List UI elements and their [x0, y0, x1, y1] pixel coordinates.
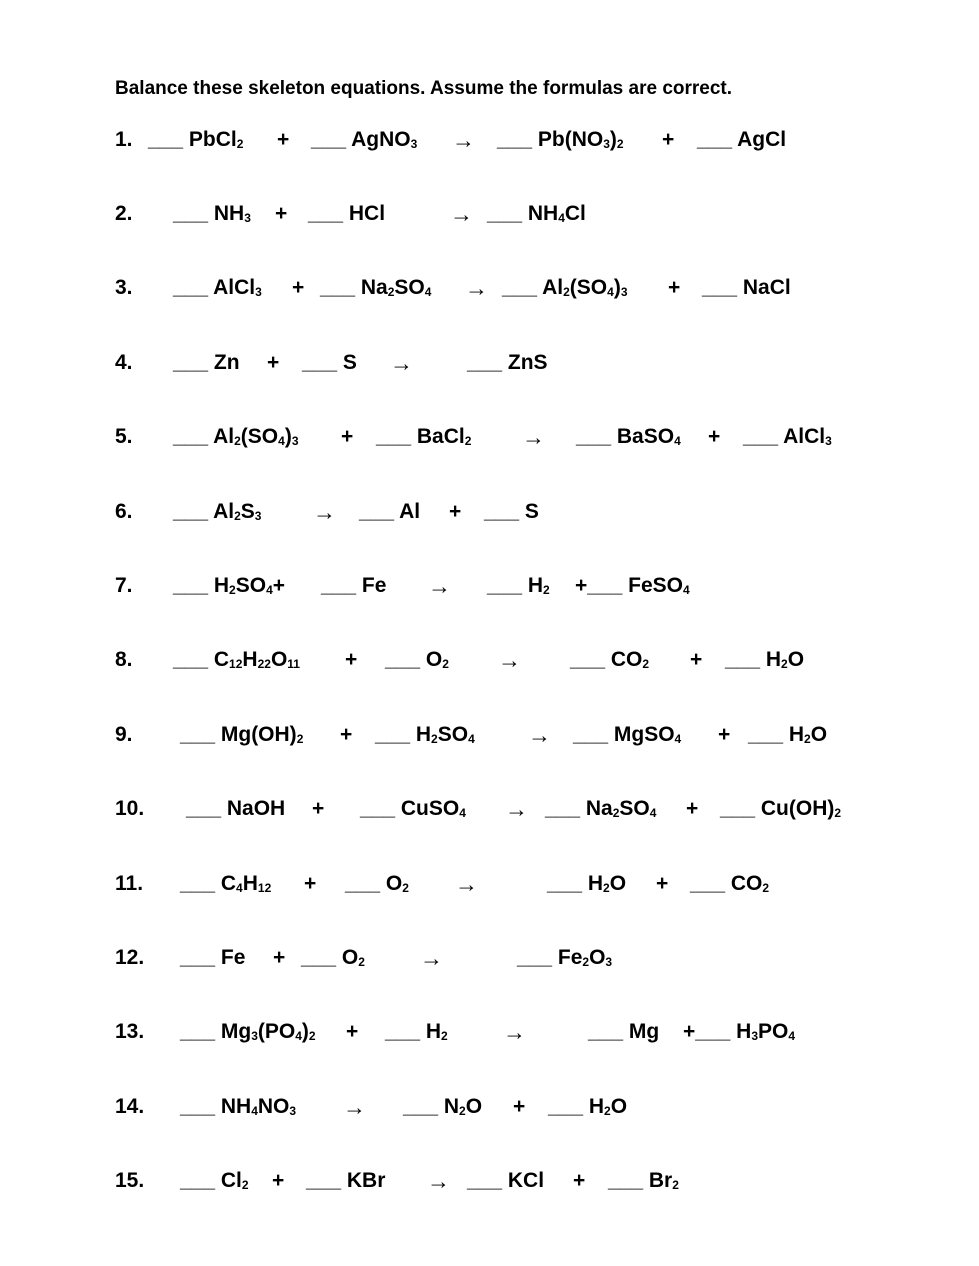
reaction-arrow: →	[343, 1094, 366, 1120]
equation-row-8	[0, 646, 979, 686]
formula-term	[320, 274, 431, 302]
reaction-arrow: →	[455, 871, 478, 897]
formula-term	[385, 646, 449, 674]
formula-text: ___ AlCl	[173, 276, 256, 299]
equation-row-15	[0, 1167, 979, 1207]
formula-text: ___ AgCl	[697, 128, 787, 151]
formula-text: ___ Fe	[180, 946, 246, 969]
subscript: 2	[582, 955, 590, 969]
plus-sign: +	[273, 946, 286, 969]
equation-number: 14.	[115, 1095, 145, 1118]
subscript: 2	[236, 137, 244, 151]
subscript: 2	[612, 806, 620, 820]
formula-text: +	[272, 574, 286, 597]
formula-term	[548, 1093, 627, 1121]
formula-text: ___ Fe	[321, 574, 387, 597]
equation-number: 8.	[115, 648, 133, 671]
equation-row-1	[0, 126, 979, 166]
formula-term	[748, 721, 827, 749]
equation-number: 2.	[115, 202, 133, 225]
formula-term	[321, 572, 386, 600]
formula-text: ___ NH	[180, 1095, 252, 1118]
formula-text: ___ Al	[173, 500, 235, 523]
formula-text: ___ Cu(OH)	[720, 797, 835, 820]
subscript: 4	[251, 1104, 258, 1118]
formula-text: O	[787, 648, 805, 671]
plus-sign: +	[656, 872, 669, 895]
formula-text: O	[270, 648, 288, 671]
subscript: 3	[825, 434, 832, 448]
subscript: 2	[229, 583, 236, 597]
equation-row-3	[0, 274, 979, 314]
formula-term	[608, 1167, 679, 1195]
formula-text: ___ CO	[690, 872, 763, 895]
formula-term	[306, 1167, 385, 1195]
formula-term	[308, 200, 385, 228]
subscript: 2	[387, 285, 395, 299]
formula-term	[173, 274, 262, 302]
equation-row-5	[0, 423, 979, 463]
formula-text: ___ Al	[173, 425, 235, 448]
formula-term	[186, 795, 285, 823]
formula-term	[467, 349, 548, 377]
reaction-arrow: →	[522, 424, 545, 450]
formula-term	[173, 349, 240, 377]
subscript: 3	[251, 1029, 258, 1043]
formula-text: ___ Mg	[180, 1020, 252, 1043]
subscript: 3	[620, 285, 628, 299]
subscript: 4	[674, 732, 682, 746]
subscript: 2	[543, 583, 550, 597]
plus-sign: +	[346, 1020, 359, 1043]
formula-term	[545, 795, 656, 823]
subscript: 12	[257, 881, 272, 895]
subscript: 3	[751, 1029, 758, 1043]
subscript: 2	[464, 434, 472, 448]
subscript: 3	[244, 211, 251, 225]
formula-term	[502, 274, 628, 302]
formula-term	[570, 646, 649, 674]
plus-sign: +	[449, 500, 462, 523]
formula-text: ___ H	[487, 574, 544, 597]
equation-number: 5.	[115, 425, 133, 448]
equation-row-11	[0, 870, 979, 910]
subscript: 22	[257, 657, 271, 671]
reaction-arrow: →	[450, 201, 473, 227]
formula-text: ___ H	[375, 723, 432, 746]
equation-row-7	[0, 572, 979, 612]
formula-text: ___ KCl	[467, 1169, 545, 1192]
formula-term	[487, 572, 550, 600]
formula-text: NO	[257, 1095, 290, 1118]
formula-text: ___ H	[548, 1095, 605, 1118]
equation-row-13	[0, 1018, 979, 1058]
formula-term	[173, 572, 285, 600]
plus-sign: +	[345, 648, 358, 671]
formula-text: ___ KBr	[306, 1169, 386, 1192]
equation-row-14	[0, 1093, 979, 1133]
formula-text: ___ MgSO	[573, 723, 675, 746]
formula-term	[148, 126, 243, 154]
plus-sign: +	[668, 276, 681, 299]
formula-text: ___ Pb(NO	[497, 128, 604, 151]
formula-text: ___ ZnS	[467, 351, 548, 374]
formula-term	[702, 274, 791, 302]
plus-sign: +	[292, 276, 305, 299]
formula-text: ___ Na	[545, 797, 613, 820]
reaction-arrow: →	[428, 573, 451, 599]
subscript: 3	[291, 434, 299, 448]
reaction-arrow: →	[390, 350, 413, 376]
formula-term	[180, 944, 245, 972]
formula-text: SO	[235, 574, 267, 597]
plus-sign: +	[272, 1169, 285, 1192]
formula-term	[743, 423, 832, 451]
subscript: 3	[410, 137, 418, 151]
subscript: 3	[255, 285, 262, 299]
equation-number: 12.	[115, 946, 145, 969]
formula-text: ___ NH	[173, 202, 245, 225]
subscript: 2	[296, 732, 304, 746]
formula-text: )	[284, 425, 292, 448]
formula-text: ___ H	[173, 574, 230, 597]
formula-text: ___ Mg(OH)	[180, 723, 297, 746]
formula-text: ___ Al	[502, 276, 564, 299]
formula-text: ___ Mg	[588, 1020, 660, 1043]
equation-number: 10.	[115, 797, 145, 820]
subscript: 4	[459, 806, 466, 820]
equation-number: 7.	[115, 574, 133, 597]
formula-text: (SO	[240, 425, 279, 448]
equation-number: 3.	[115, 276, 133, 299]
formula-term	[497, 126, 624, 154]
subscript: 3	[605, 955, 613, 969]
subscript: 4	[236, 881, 243, 895]
subscript: 2	[358, 955, 365, 969]
reaction-arrow: →	[452, 127, 475, 153]
plus-sign: +	[708, 425, 721, 448]
subscript: 3	[254, 509, 262, 523]
formula-term	[484, 498, 539, 526]
formula-term	[720, 795, 841, 823]
formula-text: ___ Zn	[173, 351, 240, 374]
reaction-arrow: →	[465, 275, 488, 301]
formula-text: O	[609, 872, 627, 895]
formula-text: ___ CuSO	[360, 797, 460, 820]
formula-text: ___ PbCl	[148, 128, 237, 151]
formula-text: Cl	[564, 202, 586, 225]
formula-text: (PO	[257, 1020, 296, 1043]
formula-term	[588, 1018, 659, 1046]
subscript: 3	[603, 137, 610, 151]
subscript: 2	[308, 1029, 316, 1043]
formula-text: ___ H	[385, 1020, 442, 1043]
equation-row-4	[0, 349, 979, 389]
formula-text: )	[613, 276, 621, 299]
formula-term	[467, 1167, 544, 1195]
formula-text: ___ Cl	[180, 1169, 242, 1192]
subscript: 4	[295, 1029, 302, 1043]
subscript: 2	[642, 657, 650, 671]
formula-term	[180, 1167, 249, 1195]
formula-text: (SO	[569, 276, 608, 299]
subscript: 2	[604, 1104, 611, 1118]
formula-text: ___ S	[302, 351, 357, 374]
formula-term	[180, 870, 271, 898]
subscript: 4	[788, 1029, 796, 1043]
plus-sign: +	[718, 723, 731, 746]
equation-number: 4.	[115, 351, 133, 374]
formula-term	[487, 200, 586, 228]
formula-text: ___ HCl	[308, 202, 386, 225]
formula-term	[173, 423, 299, 451]
formula-text: ___ O	[345, 872, 403, 895]
plus-sign: +	[312, 797, 325, 820]
instructions: Balance these skeleton equations. Assume the formulas are correct.	[115, 78, 733, 99]
formula-text: ___ Na	[320, 276, 388, 299]
plus-sign: +	[513, 1095, 526, 1118]
formula-text: O	[810, 723, 828, 746]
plus-sign: +	[662, 128, 675, 151]
formula-text: ___ AgNO	[311, 128, 411, 151]
formula-term	[376, 423, 471, 451]
subscript: 2	[603, 881, 610, 895]
formula-text: H	[242, 872, 258, 895]
formula-term	[575, 572, 690, 600]
subscript: 2	[762, 881, 770, 895]
plus-sign: +	[690, 648, 703, 671]
subscript: 2	[804, 732, 811, 746]
formula-term	[360, 795, 466, 823]
formula-text: ___ Fe	[517, 946, 583, 969]
formula-term	[385, 1018, 448, 1046]
formula-text: )	[301, 1020, 309, 1043]
formula-term	[345, 870, 409, 898]
subscript: 4	[468, 732, 475, 746]
subscript: 2	[234, 509, 241, 523]
equation-number: 15.	[115, 1169, 145, 1192]
plus-sign: +	[304, 872, 317, 895]
formula-text: ___ H	[725, 648, 782, 671]
formula-term	[725, 646, 804, 674]
plus-sign: +	[275, 202, 288, 225]
formula-term	[173, 646, 300, 674]
formula-text: ___ NaOH	[186, 797, 286, 820]
reaction-arrow: →	[498, 647, 521, 673]
equation-number: 9.	[115, 723, 133, 746]
formula-text: ___ AlCl	[743, 425, 826, 448]
formula-text: O	[610, 1095, 628, 1118]
formula-text: ___ BaCl	[376, 425, 465, 448]
subscript: 4	[682, 583, 690, 597]
subscript: 2	[234, 434, 241, 448]
formula-text: ___ BaSO	[576, 425, 675, 448]
formula-text: SO	[394, 276, 425, 299]
formula-text: ___ NH	[487, 202, 559, 225]
formula-term	[573, 721, 681, 749]
reaction-arrow: →	[505, 796, 528, 822]
subscript: 2	[672, 1178, 679, 1192]
formula-term	[375, 721, 475, 749]
formula-term	[359, 498, 420, 526]
equation-number: 13.	[115, 1020, 145, 1043]
formula-text: ___ O	[301, 946, 359, 969]
subscript: 2	[834, 806, 842, 820]
subscript: 2	[459, 1104, 466, 1118]
formula-text: S	[240, 500, 255, 523]
subscript: 2	[402, 881, 409, 895]
formula-term	[173, 200, 251, 228]
subscript: 2	[431, 732, 438, 746]
formula-text: ___ CO	[570, 648, 643, 671]
reaction-arrow: →	[528, 722, 551, 748]
subscript: 2	[441, 1029, 448, 1043]
formula-term	[180, 1018, 316, 1046]
formula-text: O	[465, 1095, 483, 1118]
equation-row-6	[0, 498, 979, 538]
subscript: 2	[442, 657, 449, 671]
formula-text: ___ O	[385, 648, 443, 671]
formula-text: +___ FeSO	[575, 574, 683, 597]
subscript: 4	[674, 434, 681, 448]
subscript: 2	[616, 137, 624, 151]
formula-term	[173, 498, 261, 526]
formula-text: ___ N	[403, 1095, 460, 1118]
formula-term	[403, 1093, 482, 1121]
equation-row-12	[0, 944, 979, 984]
formula-text: H	[242, 648, 258, 671]
formula-text: ___ Br	[608, 1169, 673, 1192]
plus-sign: +	[341, 425, 354, 448]
plus-sign: +	[686, 797, 699, 820]
subscript: 4	[649, 806, 657, 820]
formula-term	[697, 126, 786, 154]
subscript: 12	[229, 657, 243, 671]
formula-text: SO	[437, 723, 469, 746]
subscript: 3	[289, 1104, 297, 1118]
formula-term	[690, 870, 769, 898]
reaction-arrow: →	[503, 1019, 526, 1045]
formula-term	[180, 1093, 296, 1121]
reaction-arrow: →	[427, 1168, 450, 1194]
subscript: 4	[424, 285, 432, 299]
plus-sign: +	[277, 128, 290, 151]
plus-sign: +	[267, 351, 280, 374]
equation-number: 1.	[115, 128, 133, 151]
formula-text: +___ H	[683, 1020, 752, 1043]
subscript: 4	[558, 211, 565, 225]
subscript: 4	[266, 583, 273, 597]
formula-text: PO	[758, 1020, 789, 1043]
formula-text: )	[609, 128, 617, 151]
formula-text: ___ NaCl	[702, 276, 791, 299]
equation-row-2	[0, 200, 979, 240]
formula-text: ___ H	[547, 872, 604, 895]
formula-term	[683, 1018, 795, 1046]
subscript: 4	[278, 434, 285, 448]
formula-term	[302, 349, 357, 377]
equation-row-10	[0, 795, 979, 835]
formula-text: ___ C	[180, 872, 237, 895]
equation-number: 6.	[115, 500, 133, 523]
subscript: 2	[241, 1178, 249, 1192]
reaction-arrow: →	[313, 499, 336, 525]
formula-term	[576, 423, 681, 451]
formula-text: ___ H	[748, 723, 805, 746]
formula-text: ___ S	[484, 500, 539, 523]
subscript: 2	[563, 285, 570, 299]
formula-term	[180, 721, 303, 749]
subscript: 4	[607, 285, 614, 299]
subscript: 11	[287, 657, 300, 671]
formula-text: SO	[619, 797, 650, 820]
formula-text: ___ Al	[359, 500, 421, 523]
subscript: 2	[781, 657, 788, 671]
formula-term	[517, 944, 612, 972]
formula-text: ___ C	[173, 648, 230, 671]
equation-number: 11.	[115, 872, 144, 895]
formula-text: O	[589, 946, 606, 969]
equation-row-9	[0, 721, 979, 761]
formula-term	[311, 126, 417, 154]
reaction-arrow: →	[420, 945, 443, 971]
formula-term	[547, 870, 626, 898]
plus-sign: +	[573, 1169, 586, 1192]
plus-sign: +	[340, 723, 353, 746]
formula-term	[301, 944, 365, 972]
